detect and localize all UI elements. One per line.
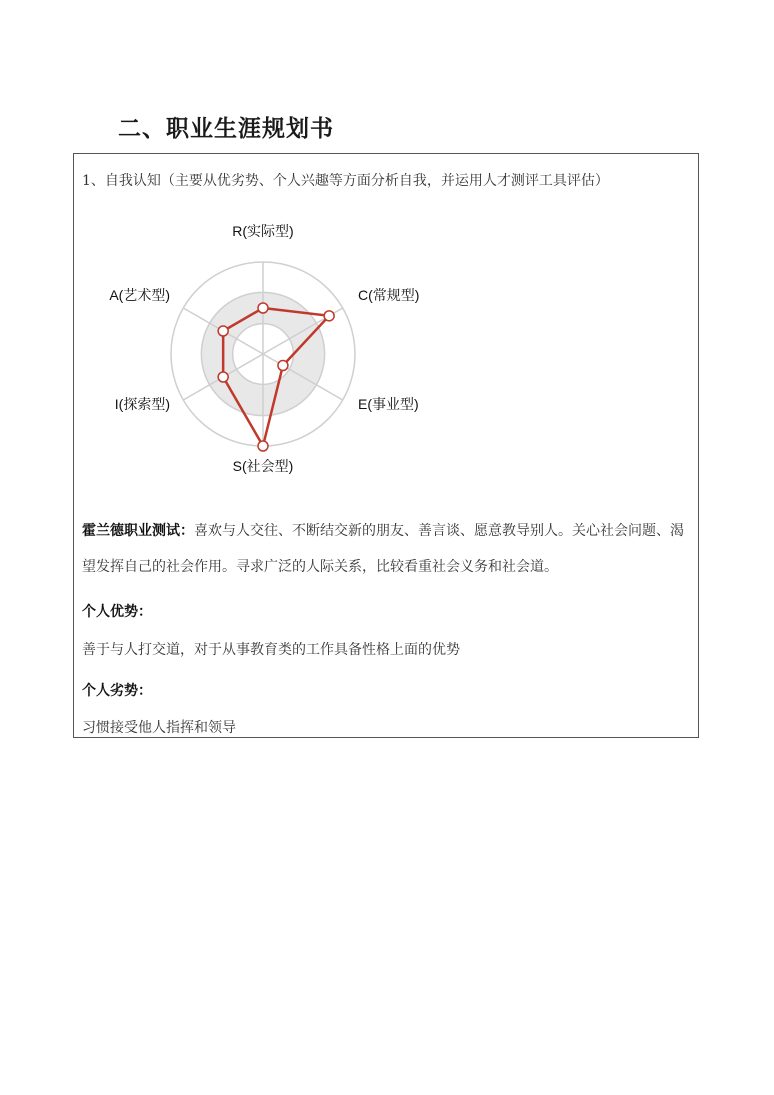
axis-label-s: S(社会型) bbox=[232, 458, 294, 474]
radar-point-1 bbox=[258, 303, 268, 313]
axis-label-r: R(实际型) bbox=[232, 223, 294, 239]
self-awareness-intro: 1、自我认知（主要从优劣势、个人兴趣等方面分析自我，并运用人才测评工具评估） bbox=[82, 173, 609, 189]
axis-label-i: I(探索型) bbox=[114, 396, 170, 412]
disadvantage-heading: 个人劣势： bbox=[82, 683, 152, 699]
holland-test-paragraph bbox=[82, 513, 694, 585]
axis-label-e: E(事业型) bbox=[358, 396, 419, 412]
radar-point-6 bbox=[218, 326, 228, 336]
holland-test-text: 喜欢与人交往、不断结交新的朋友、善言谈、愿意教导别人。关心社会问题、渴望发挥自己的社会作用。寻求广泛的人际关系，比较看重社会义务和社会道。 bbox=[82, 523, 684, 575]
holland-test-label: 霍兰德职业测试： bbox=[82, 523, 194, 539]
disadvantage-text: 习惯接受他人指挥和领导 bbox=[82, 720, 236, 736]
self-awareness-box bbox=[73, 153, 699, 738]
radar-point-2 bbox=[324, 311, 334, 321]
radar-point-3 bbox=[278, 361, 288, 371]
axis-label-a: A(艺术型) bbox=[109, 287, 170, 303]
advantage-text: 善于与人打交道，对于从事教育类的工作具备性格上面的优势 bbox=[82, 642, 460, 658]
holland-radar-chart bbox=[74, 154, 700, 494]
axis-label-c: C(常规型) bbox=[358, 287, 420, 303]
advantage-heading: 个人优势： bbox=[82, 604, 152, 620]
radar-point-4 bbox=[258, 441, 268, 451]
page-title: 二、职业生涯规划书 bbox=[118, 116, 334, 142]
radar-point-5 bbox=[218, 372, 228, 382]
